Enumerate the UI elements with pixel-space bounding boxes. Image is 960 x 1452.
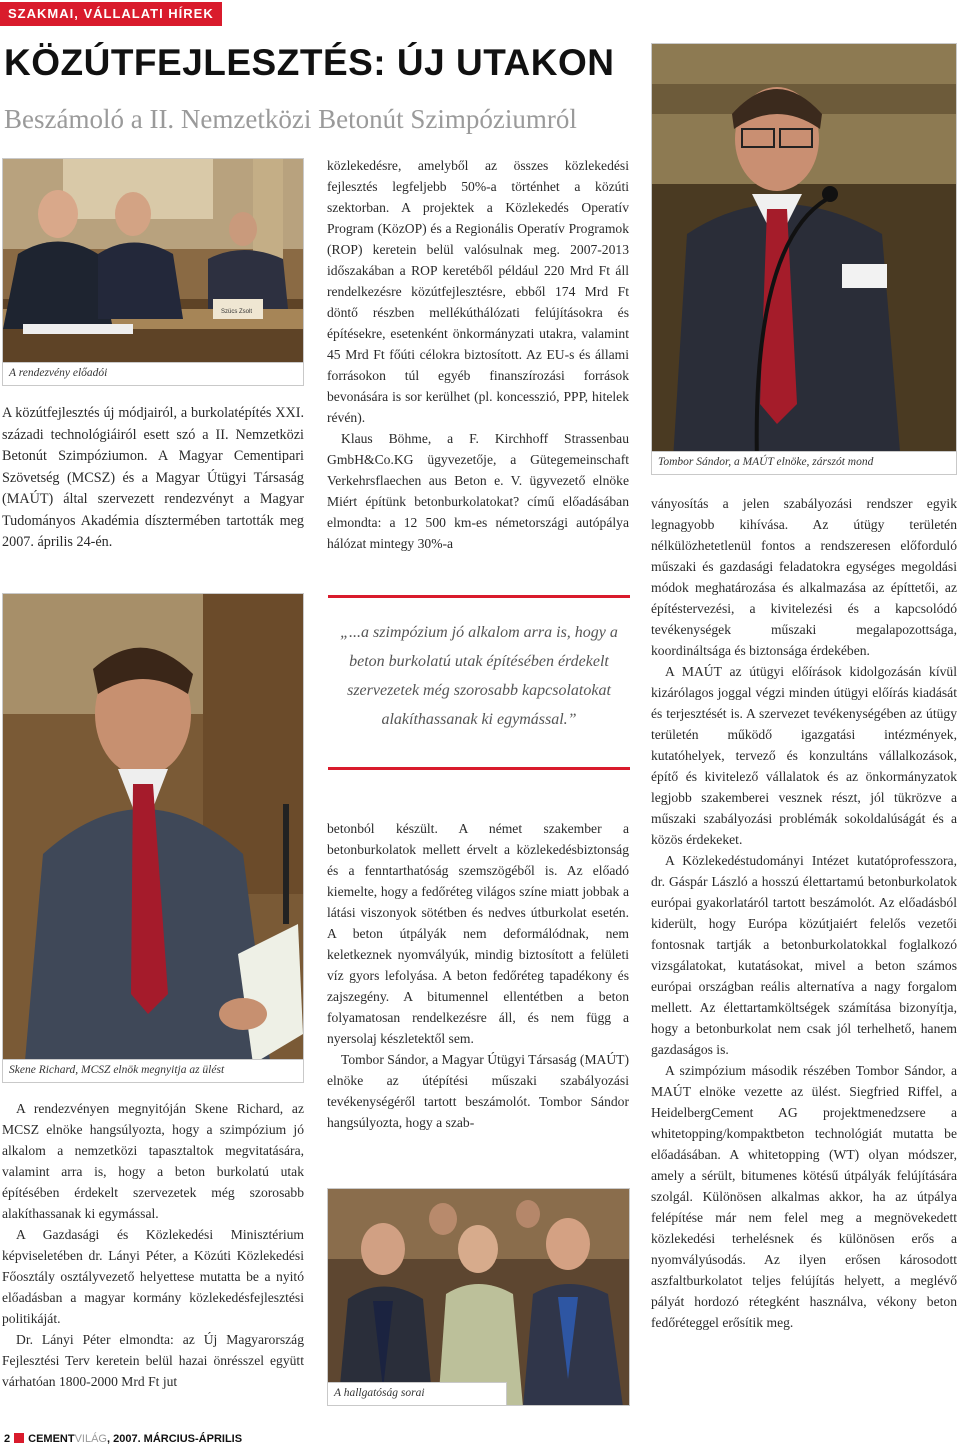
caption-audience: A hallgatóság sorai: [327, 1382, 507, 1406]
photo-speakers: [2, 158, 304, 386]
col3-paragraph: ványosítás a jelen szabályozási rendszer egyik legnagyobb kihívása. Az útügy területén nélkülözhetetlenül fontos a rendszeresen előforduló műszaki és gazdasági feladatokra egységes megoldási módok meghatározása és alkalmazása az építtetői, az építéstervezési, a kivitelezési és a kapcsolódó tevékenységek műszaki megalapozottsága, koordináltsága és biztonsága érdekében.: [651, 496, 957, 658]
col3-paragraph: A szimpózium második részében Tombor Sándor, a MAÚT elnöke vezette az ülést. Siegfried Riffel, a HeidelbergCement AG projektmenedzsere a whitetopping/kompaktbeton technológiát mutatta be előadásában. A whitetopping (WT) olyan módszer, amely a sérült, bitumenes kötésű útpályák felújítására szolgál. Különösen alkalmas akkor, ha az útpálya felépítése már nem felel meg a megnövekedett közlekedési terhelésnek és különösen erős a nyomvályúsodás. Az ilyen erősen károsodott aszfaltburkolatot teljes felújítás helyett, a meglévő pályát hordozó rétegként használva, vékony beton fedőréteggel erősítik meg.: [651, 1063, 957, 1330]
photo-skene-image: [3, 594, 304, 1083]
column-1-text: [2, 1098, 304, 1392]
issue-date: , 2007. MÁRCIUS-ÁPRILIS: [106, 1433, 243, 1445]
article-subtitle: Beszámoló a II. Nemzetközi Betonút Szimpóziumról: [4, 104, 577, 134]
col2-paragraph: Tombor Sándor, a Magyar Útügyi Társaság (MAÚT) elnöke az útépítési műszaki szabályozási tevékenységéről tartott beszámolót. Tombor Sándor hangsúlyozta, hogy a szab-: [327, 1052, 629, 1130]
caption-speakers: A rendezvény előadói: [2, 362, 304, 386]
column-2-top-text: [327, 155, 629, 554]
column-2-bottom-text: [327, 818, 629, 1133]
name-placard-text: Szücs Zsolt: [221, 309, 253, 315]
col1-paragraph: A rendezvényen megnyitóján Skene Richard, az MCSZ elnöke hangsúlyozta, hogy a szimpózium jó alkalom a nemzetközi tapasztaltok megvitatására, valamint arra is, hogy a beton burkolatú utak építésében érdekelt szervezetek még szorosabb alakíthassanak ki egymással.: [2, 1101, 304, 1221]
column-3-text: [651, 493, 957, 1333]
photo-skene-richard: [2, 593, 304, 1083]
lead-text: A közútfejlesztés új módjairól, a burkolatépítés XXI. századi technológiáiról esett szó a II. Nemzetközi Betonút Szimpóziumon. A Magyar Cementipari Szövetség (MCSZ) és a Magyar Útügyi Társaság (MAÚT) által szervezett rendezvényt a Magyar Tudományos Akadémia dísztermében tartották meg 2007. április 24-én.: [2, 405, 304, 550]
page-number: 2: [4, 1433, 11, 1445]
photo-tombor-image: [652, 44, 957, 475]
photo-audience: [327, 1188, 630, 1406]
col1-paragraph: A Gazdasági és Közlekedési Minisztérium képviseletében dr. Lányi Péter, a Közúti Közlekedési Főosztály osztályvezető helyettese mutatta be a nyitó előadásban a magyar kormány közlekedésfejlesztési politikáját.: [2, 1227, 304, 1326]
article-title: KÖZÚTFEJLESZTÉS: ÚJ UTAKON: [4, 42, 615, 83]
lead-paragraph: [2, 403, 304, 554]
col2-paragraph: betonból készült. A német szakember a betonburkolatok mellett érvelt a közlekedésbiztonság és a fenntarthatóság szemszögéből is. Az előadó kiemelte, hogy a fedőréteg világos színe miatt jobbak a látási viszonyok sötétben és nedves útburkolat esetén. A beton útpályák nem deformálódnak, nem keletkeznek nyomvályúk, mindig biztosított a felületi víz gyors lefolyása. A beton fedőréteg tapadékony és zajszegény. A bitumennel ellentétben a beton folyamatosan rendelkezésre áll, és nem függ a nyersolaj készletektől sem.: [327, 821, 629, 1046]
pull-quote: [328, 595, 630, 770]
accent-square-icon: [14, 1433, 24, 1443]
col1-paragraph: Dr. Lányi Péter elmondta: az Új Magyarország Fejlesztési Terv keretein belül hazai önrésszel együtt várhatóan 1800-2000 Mrd Ft jut: [2, 1332, 304, 1389]
magazine-name-suffix: VILÁG: [74, 1433, 107, 1445]
col2-paragraph: közlekedésre, amelyből az összes közlekedési fejlesztés legfeljebb 50%-a történhet a közúti szektorban. A projektek a Közlekedés Operatív Program (KözOP) és a Regionális Operatív Programok (ROP) keretein belül valósulnak meg. 2007-2013 időszakában a ROP keretéből például 220 Mrd Ft áll rendelkezésre közútfejlesztésre, ebből 174 Mrd Ft döntő részben mellékúthálózati felújításokra és építésekre, esetenként önkormányzati utakra, valamint 45 Mrd Ft főúti célokra biztosított. Az EU-s és állami forrásokon túl egyéb finanszírozási források bevonására is sor kerülhet (pl. koncesszió, PPP, hitelek révén).: [327, 158, 629, 425]
col2-paragraph: Klaus Böhme, a F. Kirchhoff Strassenbau GmbH&Co.KG ügyvezetője, a Gütegemeinschaft Verkehrsflaechen aus Beton e. V. ügyvezető elnöke Miért építünk betonburkolatokat? című előadásában elmondta: a 12 500 km-es németországi autópálya hálózat mintegy 30%-a: [327, 431, 629, 551]
col3-paragraph: A Közlekedéstudományi Intézet kutatóprofesszora, dr. Gáspár László a hosszú élettartamú betonburkolatok európai gyakorlatáról tartott beszámolót. Az előadásból kiderült, hogy Európa közútjaiért felelős vezetői fontosnak tartják a betonburkolatokkal foglalkozó vizsgálatokat, kutatásokat, mivel a beton számos európai országban reális alternatíva a nagy forgalom mellett. Az élettartamköltségek számítása bizonyítja, hogy a betonburkolat nem csak jól terhelhető, hanem gazdaságos is.: [651, 853, 957, 1057]
caption-skene: Skene Richard, MCSZ elnök megnyitja az ülést: [2, 1059, 304, 1083]
photo-speakers-image: [3, 159, 304, 386]
magazine-name: CEMENT: [28, 1433, 75, 1445]
photo-audience-image: [328, 1189, 630, 1406]
page-footer: [4, 1433, 242, 1445]
col3-paragraph: A MAÚT az útügyi előírások kidolgozásán kívül kizárólagos joggal végzi minden útügyi előírás kiadását és terjesztését is. A szervezet tevékenységében az útügy területén működő igazgatási intézmények, kutatóhelyek, tervező és konzultáns vállalkozások, építő és kivitelező vállalatok és az önkormányzatok legjobb szakemberei vesznek részt, jól tükrözve a műszaki szabályozási problémák sokoldalúságát és a közös érdekeket.: [651, 664, 957, 847]
photo-tombor-sandor: [651, 43, 957, 475]
pull-quote-text: „...a szimpózium jó alkalom arra is, hogy a beton burkolatú utak építésében érdekelt szervezetek még szorosabb kapcsolatokat alakíthassanak ki egymással.”: [340, 624, 618, 728]
section-tag: SZAKMAI, VÁLLALATI HÍREK: [0, 2, 222, 26]
caption-tombor: Tombor Sándor, a MAÚT elnöke, zárszót mond: [651, 451, 957, 475]
